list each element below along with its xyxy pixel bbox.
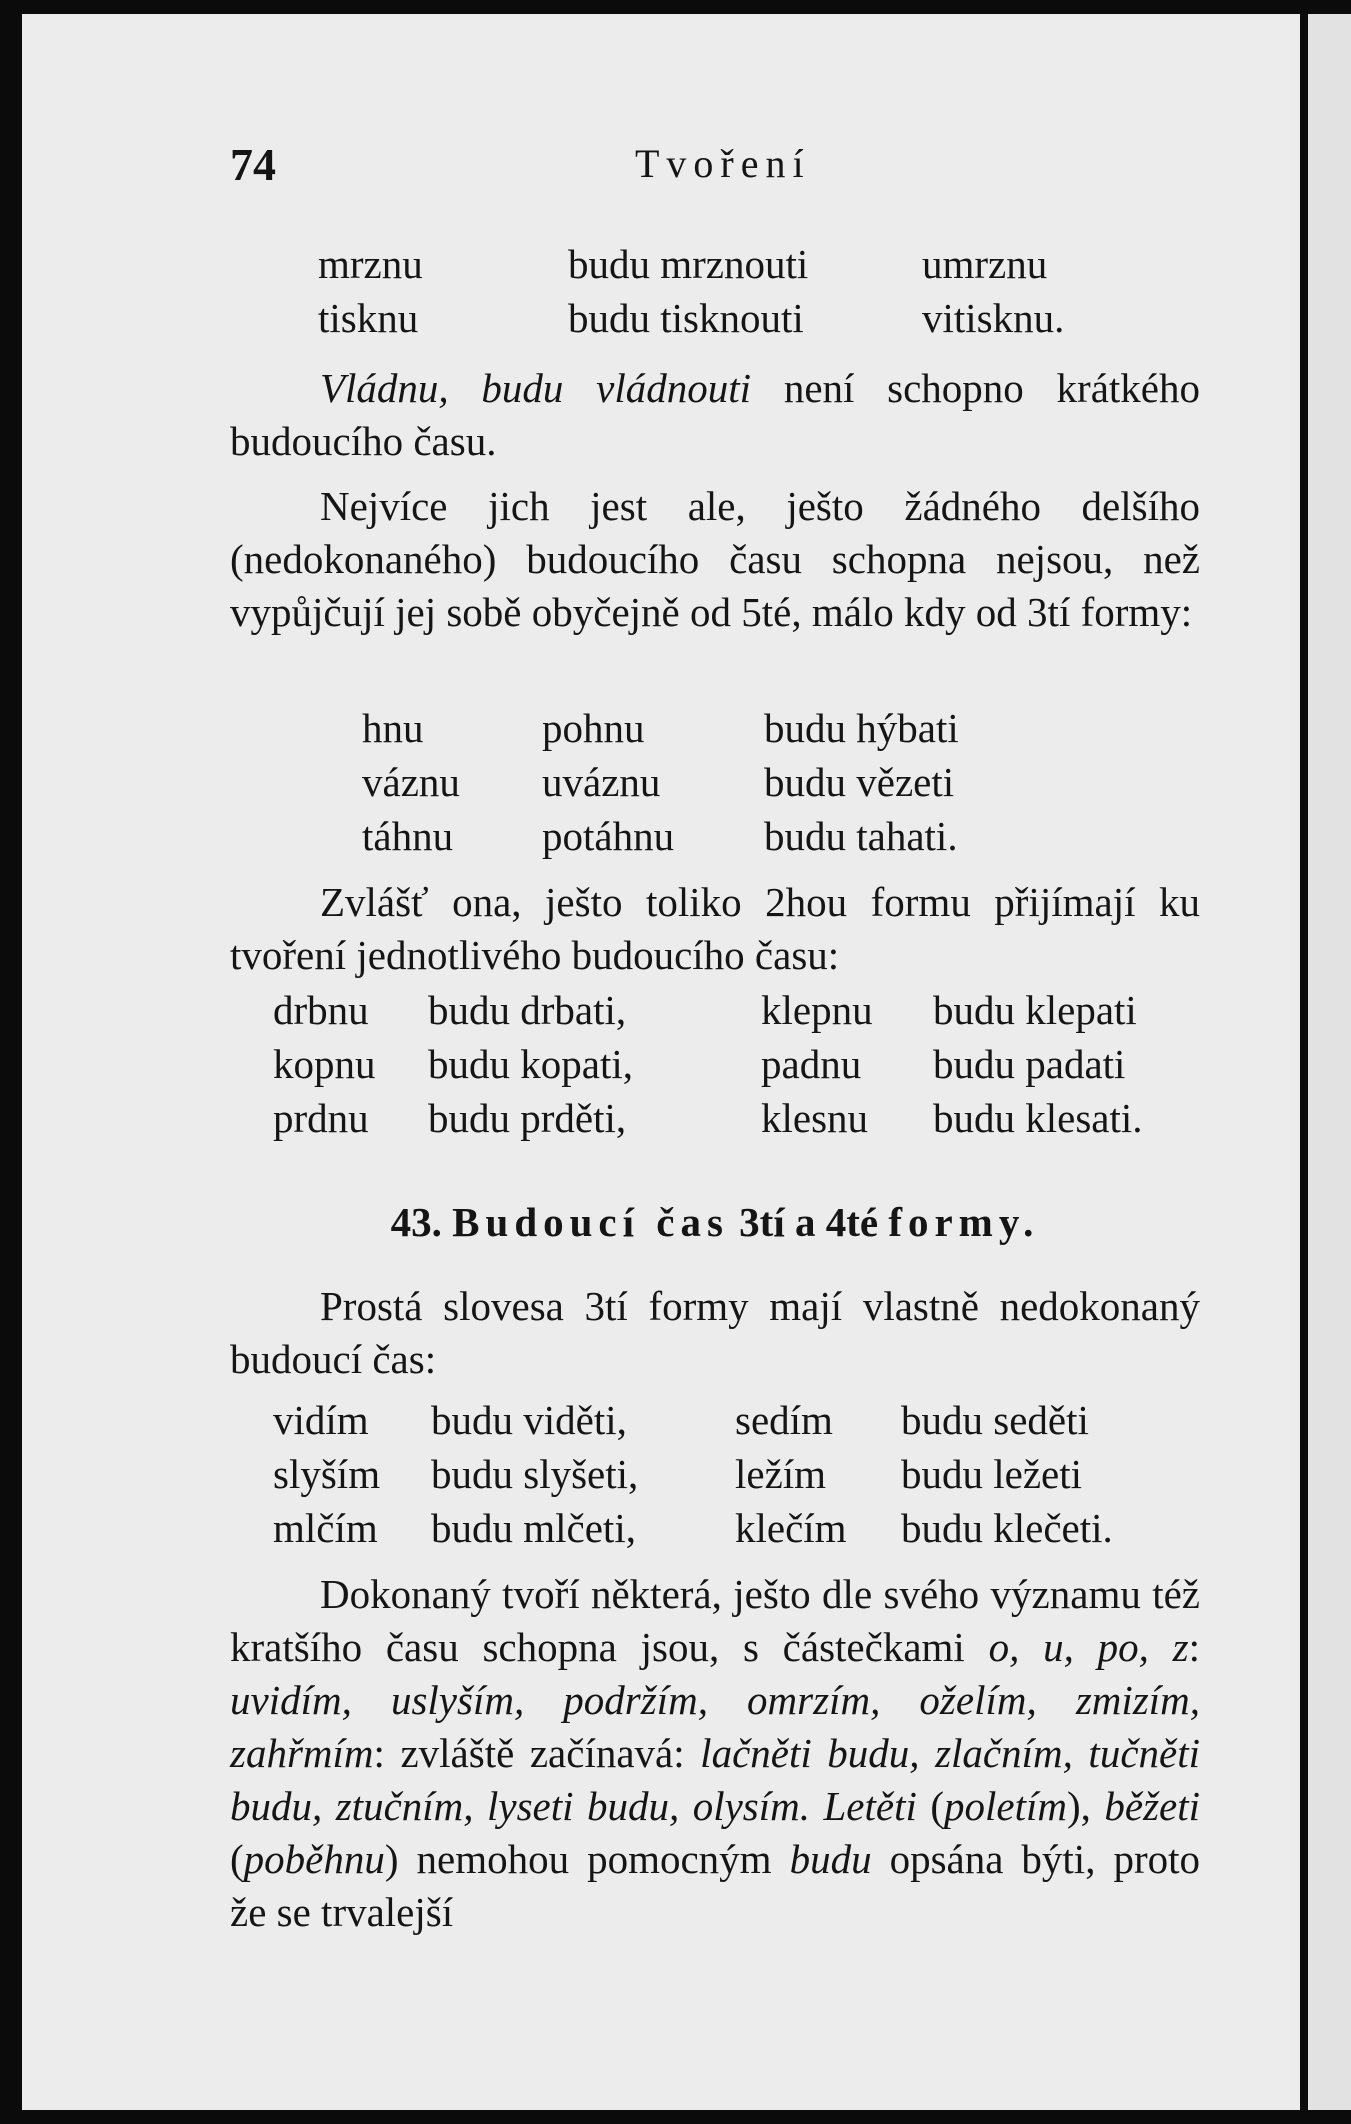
paragraph: Dokonaný tvoří některá, ješto dle svého významu též kratšího času schopna jsou, s částečkami o, u, po, z: uvidím, uslyším, podržím, omrzím, oželím, zmizím, zahřmím: zvláště začínavá: lačněti budu, zlačním, tučněti budu, ztučním, lyseti budu, olysím. Letěti (poletím), běžeti (poběhnu) nemohou pomocným budu opsána býti, proto že se trvalejší bbox=[230, 1571, 1201, 1935]
paragraph: Zvlášť ona, ješto toliko 2hou formu přijímají ku tvoření jednotlivého budoucího času: bbox=[230, 879, 1200, 978]
section-heading: 43. Budoucí čas 3tí a 4té formy. bbox=[390, 1199, 1040, 1245]
paragraph: Nejvíce jich jest ale, ješto žádného delšího (nedokonaného) budoucího času schopna nejsou, než vypůjčují jej sobě obyčejně od 5té, málo kdy od 3tí formy: bbox=[230, 483, 1200, 635]
paragraph: Prostá slovesa 3tí formy mají vlastně nedokonaný budoucí čas: bbox=[230, 1283, 1200, 1382]
page-number: 74 bbox=[230, 139, 276, 190]
running-title: Tvoření bbox=[635, 141, 811, 186]
next-page-edge bbox=[1308, 14, 1351, 2110]
paragraph: Vládnu, budu vládnouti není schopno krátkého budoucího času. bbox=[230, 365, 1200, 464]
page-header bbox=[230, 138, 1200, 198]
italic-example: Vládnu, budu vládnouti bbox=[320, 365, 752, 411]
